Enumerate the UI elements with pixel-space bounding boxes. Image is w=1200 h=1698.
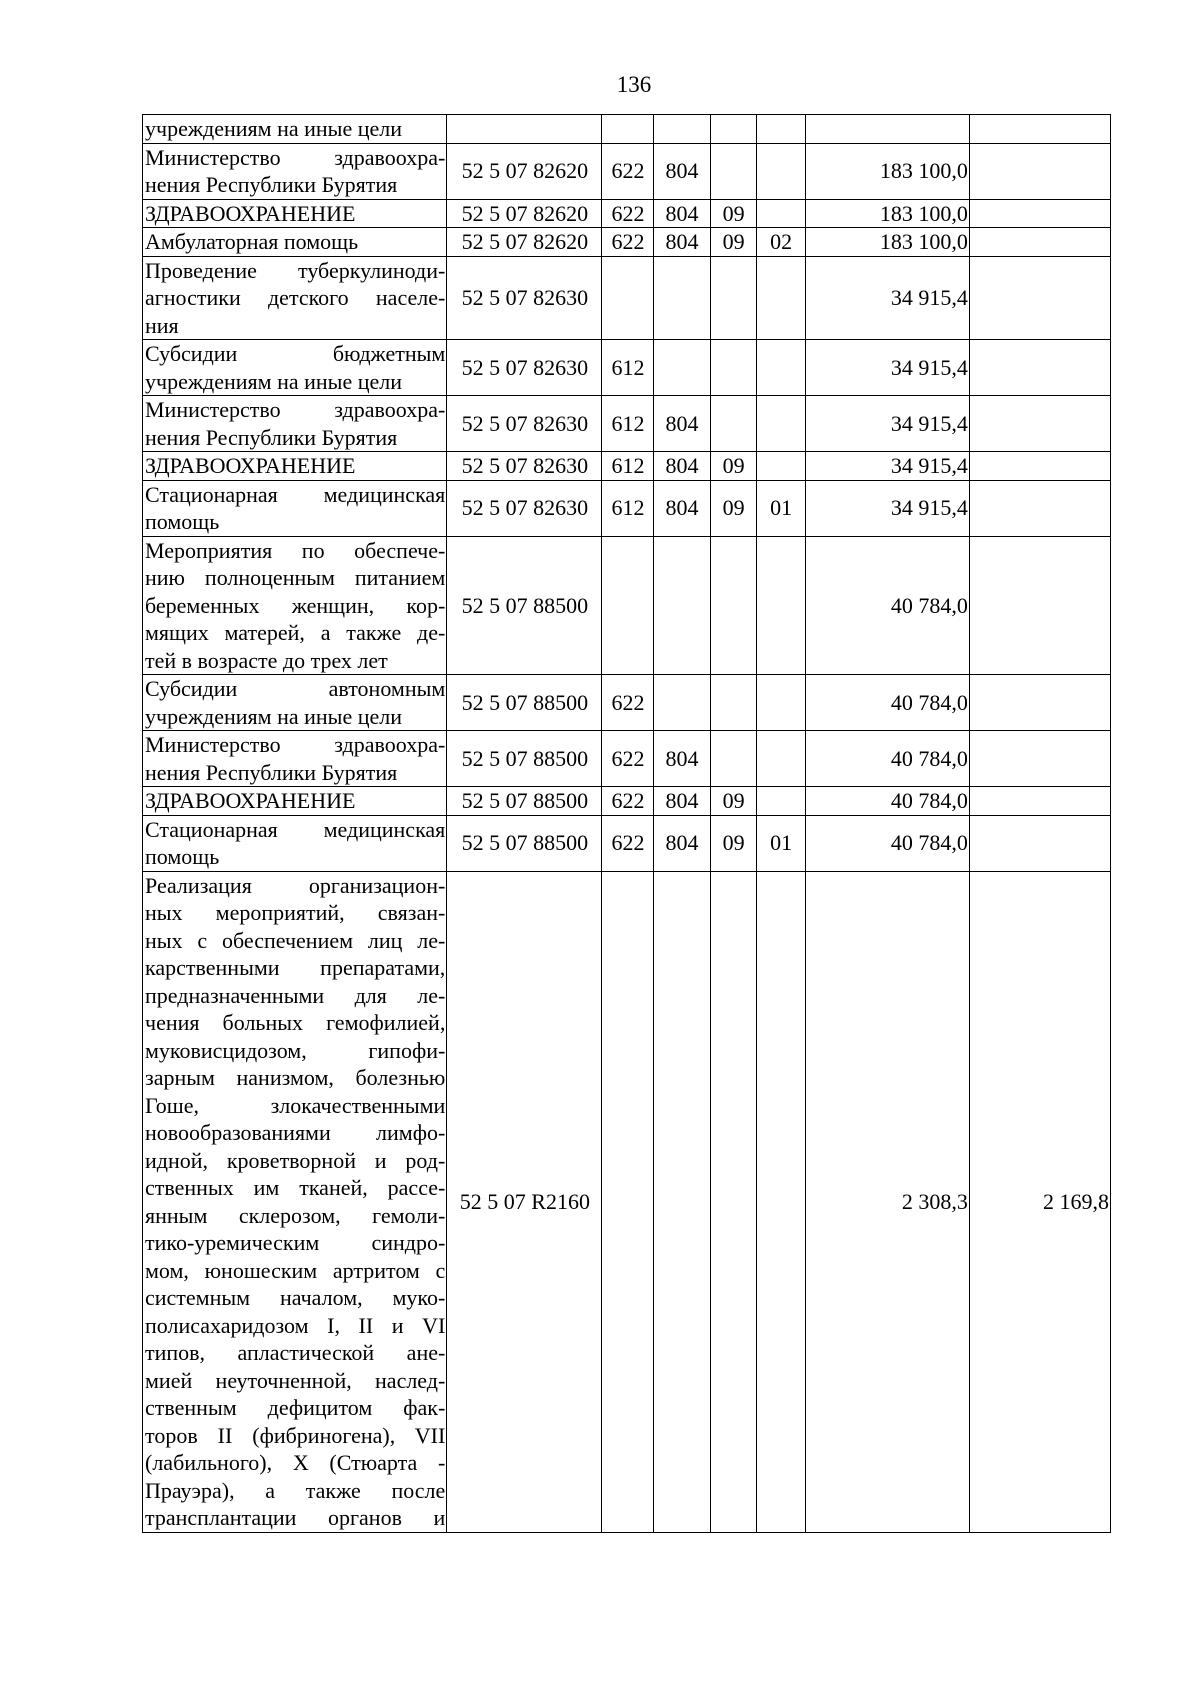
amount-2-cell	[969, 536, 1110, 675]
expense-type-cell: 622	[602, 815, 653, 871]
amount-2-cell	[969, 480, 1110, 536]
subsection-cell	[756, 731, 805, 787]
item-name-line: Субсидии автономным	[145, 676, 446, 701]
table-row	[143, 228, 1111, 257]
amount-2-cell	[969, 199, 1110, 228]
item-name-line: Министерство здравоохра-	[145, 732, 446, 757]
item-name-line: Проведение туберкулиноди-	[145, 257, 446, 283]
section-cell	[710, 115, 756, 144]
budget-code-cell: 52 5 07 82630	[447, 452, 602, 481]
item-name-line: идной, кроветворной и род-	[145, 1147, 446, 1173]
item-name-line: помощь	[145, 844, 220, 869]
table-row	[143, 115, 1111, 144]
item-name-line: муковисцидозом, гипофи-	[145, 1037, 446, 1063]
amount-2-cell	[969, 675, 1110, 731]
ministry-code-cell: 804	[653, 199, 710, 228]
ministry-code-cell	[653, 256, 710, 340]
amount-cell: 183 100,0	[805, 228, 969, 257]
budget-code-cell: 52 5 07 88500	[447, 787, 602, 816]
expense-type-cell: 612	[602, 452, 653, 481]
budget-code-cell: 52 5 07 88500	[447, 675, 602, 731]
amount-cell: 40 784,0	[805, 675, 969, 731]
subsection-cell	[756, 143, 805, 199]
item-name-line: Мероприятия по обеспече-	[145, 537, 446, 563]
item-name-line: мией неуточненной, наслед-	[145, 1367, 446, 1393]
item-name-cell	[143, 452, 447, 481]
item-name-line: помощь	[145, 509, 220, 534]
item-name-line: нения Республики Бурятия	[145, 424, 398, 450]
item-name-cell	[143, 871, 447, 1532]
item-name-line: Прауэра), а также после	[145, 1477, 446, 1503]
section-cell: 09	[710, 199, 756, 228]
item-name-line: учреждениям на иные цели	[145, 116, 402, 141]
budget-code-cell: 52 5 07 82630	[447, 480, 602, 536]
item-name-line: учреждениям на иные цели	[145, 368, 402, 394]
item-name-cell	[143, 815, 447, 871]
amount-2-cell	[969, 731, 1110, 787]
subsection-cell	[756, 536, 805, 675]
subsection-cell	[756, 199, 805, 228]
budget-code-cell: 52 5 07 82630	[447, 256, 602, 340]
expense-type-cell	[602, 115, 653, 144]
item-name-line: типов, апластической ане-	[145, 1340, 446, 1365]
section-cell	[710, 340, 756, 396]
budget-code-cell: 52 5 07 88500	[447, 536, 602, 675]
section-cell	[710, 731, 756, 787]
section-cell	[710, 871, 756, 1532]
amount-cell	[805, 115, 969, 144]
subsection-cell	[756, 675, 805, 731]
item-name-line: Министерство здравоохра-	[145, 144, 446, 170]
item-name-line: предназначенными для ле-	[145, 982, 446, 1008]
item-name-line: трансплантации органов и	[145, 1505, 446, 1530]
subsection-cell	[756, 871, 805, 1532]
amount-cell: 40 784,0	[805, 787, 969, 816]
item-name-line: Министерство здравоохра-	[145, 397, 446, 422]
amount-cell: 34 915,4	[805, 452, 969, 481]
item-name-line: нения Республики Бурятия	[145, 172, 398, 197]
item-name-line: Гоше, злокачественными	[145, 1092, 446, 1118]
section-cell	[710, 256, 756, 340]
item-name-cell	[143, 340, 447, 396]
amount-2-cell	[969, 256, 1110, 340]
expense-type-cell	[602, 536, 653, 675]
amount-2-cell	[969, 228, 1110, 257]
table-row	[143, 536, 1111, 675]
section-cell: 09	[710, 452, 756, 481]
item-name-line: Реализация организацион-	[145, 872, 446, 898]
section-cell	[710, 143, 756, 199]
expense-type-cell: 612	[602, 480, 653, 536]
expense-type-cell	[602, 871, 653, 1532]
ministry-code-cell: 804	[653, 452, 710, 481]
budget-table-body	[143, 115, 1111, 1533]
item-name-line: Стационарная медицинская	[145, 816, 446, 842]
ministry-code-cell	[653, 536, 710, 675]
ministry-code-cell	[653, 115, 710, 144]
item-name-cell	[143, 199, 447, 228]
item-name-cell	[143, 115, 447, 144]
item-name-line: ЗДРАВООХРАНЕНИЕ	[145, 200, 356, 226]
expense-type-cell: 612	[602, 396, 653, 452]
item-name-line: беременных женщин, кор-	[145, 592, 446, 618]
budget-code-cell: 52 5 07 88500	[447, 815, 602, 871]
ministry-code-cell: 804	[653, 480, 710, 536]
expense-type-cell	[602, 256, 653, 340]
ministry-code-cell: 804	[653, 396, 710, 452]
amount-cell: 40 784,0	[805, 731, 969, 787]
item-name-line: ЗДРАВООХРАНЕНИЕ	[145, 453, 356, 478]
item-name-line: чения больных гемофилией,	[145, 1010, 446, 1035]
expense-type-cell: 622	[602, 787, 653, 816]
table-row	[143, 256, 1111, 340]
table-row	[143, 675, 1111, 731]
item-name-line: торов II (фибриногена), VII	[145, 1422, 446, 1448]
ministry-code-cell: 804	[653, 815, 710, 871]
amount-2-cell	[969, 396, 1110, 452]
amount-2-cell	[969, 115, 1110, 144]
item-name-line: зарным нанизмом, болезнью	[145, 1065, 446, 1090]
item-name-line: Амбулаторная помощь	[145, 229, 359, 254]
ministry-code-cell	[653, 871, 710, 1532]
subsection-cell	[756, 396, 805, 452]
item-name-line: ственным дефицитом фак-	[145, 1395, 446, 1420]
subsection-cell: 02	[756, 228, 805, 257]
item-name-line: янным склерозом, гемоли-	[145, 1202, 446, 1228]
item-name-cell	[143, 787, 447, 816]
item-name-line: тико-уремическим синдро-	[145, 1230, 446, 1255]
amount-2-cell	[969, 340, 1110, 396]
table-row	[143, 143, 1111, 199]
section-cell	[710, 675, 756, 731]
item-name-line: нию полноценным питанием	[145, 565, 446, 590]
table-row	[143, 731, 1111, 787]
expense-type-cell: 612	[602, 340, 653, 396]
table-row	[143, 787, 1111, 816]
item-name-line: ния	[145, 312, 179, 338]
amount-cell: 183 100,0	[805, 143, 969, 199]
item-name-line: Стационарная медицинская	[145, 481, 446, 507]
item-name-line: системным началом, муко-	[145, 1285, 446, 1310]
subsection-cell	[756, 452, 805, 481]
amount-cell: 34 915,4	[805, 340, 969, 396]
expense-type-cell: 622	[602, 143, 653, 199]
ministry-code-cell	[653, 340, 710, 396]
item-name-line: нения Республики Бурятия	[145, 759, 398, 785]
item-name-line: ЗДРАВООХРАНЕНИЕ	[145, 788, 356, 813]
ministry-code-cell: 804	[653, 143, 710, 199]
budget-code-cell: 52 5 07 82620	[447, 143, 602, 199]
amount-2-cell	[969, 815, 1110, 871]
expense-type-cell: 622	[602, 228, 653, 257]
item-name-line: (лабильного), X (Стюарта -	[145, 1450, 446, 1475]
item-name-line: карственными препаратами,	[145, 955, 446, 980]
budget-table	[142, 114, 1111, 1533]
subsection-cell	[756, 115, 805, 144]
item-name-line: Субсидии бюджетным	[145, 341, 446, 366]
amount-2-cell	[969, 787, 1110, 816]
table-row	[143, 340, 1111, 396]
item-name-cell	[143, 480, 447, 536]
item-name-line: полисахаридозом I, II и VI	[145, 1312, 446, 1338]
amount-cell: 40 784,0	[805, 815, 969, 871]
item-name-cell	[143, 731, 447, 787]
item-name-line: новообразованиями лимфо-	[145, 1120, 446, 1145]
subsection-cell	[756, 340, 805, 396]
amount-2-cell	[969, 452, 1110, 481]
table-row	[143, 396, 1111, 452]
subsection-cell	[756, 256, 805, 340]
amount-cell: 2 308,3	[805, 871, 969, 1532]
section-cell: 09	[710, 815, 756, 871]
budget-code-cell: 52 5 07 88500	[447, 731, 602, 787]
item-name-line: мом, юношеским артритом с	[145, 1257, 446, 1283]
budget-code-cell: 52 5 07 82630	[447, 396, 602, 452]
amount-cell: 40 784,0	[805, 536, 969, 675]
expense-type-cell: 622	[602, 199, 653, 228]
ministry-code-cell	[653, 675, 710, 731]
item-name-line: ственных им тканей, рассе-	[145, 1175, 446, 1200]
table-row	[143, 871, 1111, 1532]
amount-cell: 34 915,4	[805, 480, 969, 536]
item-name-line: тей в возрасте до трех лет	[145, 647, 388, 673]
table-row	[143, 480, 1111, 536]
table-row	[143, 452, 1111, 481]
item-name-line: ных мероприятий, связан-	[145, 900, 446, 925]
budget-code-cell: 52 5 07 82620	[447, 228, 602, 257]
budget-code-cell: 52 5 07 R2160	[447, 871, 602, 1532]
section-cell	[710, 536, 756, 675]
item-name-cell	[143, 143, 447, 199]
subsection-cell: 01	[756, 480, 805, 536]
item-name-cell	[143, 228, 447, 257]
amount-cell: 34 915,4	[805, 396, 969, 452]
ministry-code-cell: 804	[653, 787, 710, 816]
expense-type-cell: 622	[602, 731, 653, 787]
section-cell: 09	[710, 787, 756, 816]
item-name-cell	[143, 256, 447, 340]
page-number: 136	[616, 72, 652, 97]
subsection-cell	[756, 787, 805, 816]
budget-code-cell	[447, 115, 602, 144]
item-name-cell	[143, 675, 447, 731]
amount-2-cell	[969, 143, 1110, 199]
item-name-line: ных с обеспечением лиц ле-	[145, 927, 446, 953]
item-name-line: мящих матерей, а также де-	[145, 620, 446, 645]
item-name-line: учреждениям на иные цели	[145, 703, 402, 729]
budget-code-cell: 52 5 07 82620	[447, 199, 602, 228]
ministry-code-cell: 804	[653, 731, 710, 787]
expense-type-cell: 622	[602, 675, 653, 731]
item-name-cell	[143, 536, 447, 675]
section-cell: 09	[710, 480, 756, 536]
budget-code-cell: 52 5 07 82630	[447, 340, 602, 396]
section-cell: 09	[710, 228, 756, 257]
section-cell	[710, 396, 756, 452]
item-name-line: агностики детского населе-	[145, 285, 446, 310]
amount-cell: 183 100,0	[805, 199, 969, 228]
amount-cell: 34 915,4	[805, 256, 969, 340]
subsection-cell: 01	[756, 815, 805, 871]
item-name-cell	[143, 396, 447, 452]
ministry-code-cell: 804	[653, 228, 710, 257]
table-row	[143, 815, 1111, 871]
table-row	[143, 199, 1111, 228]
amount-2-cell: 2 169,8	[969, 871, 1110, 1532]
